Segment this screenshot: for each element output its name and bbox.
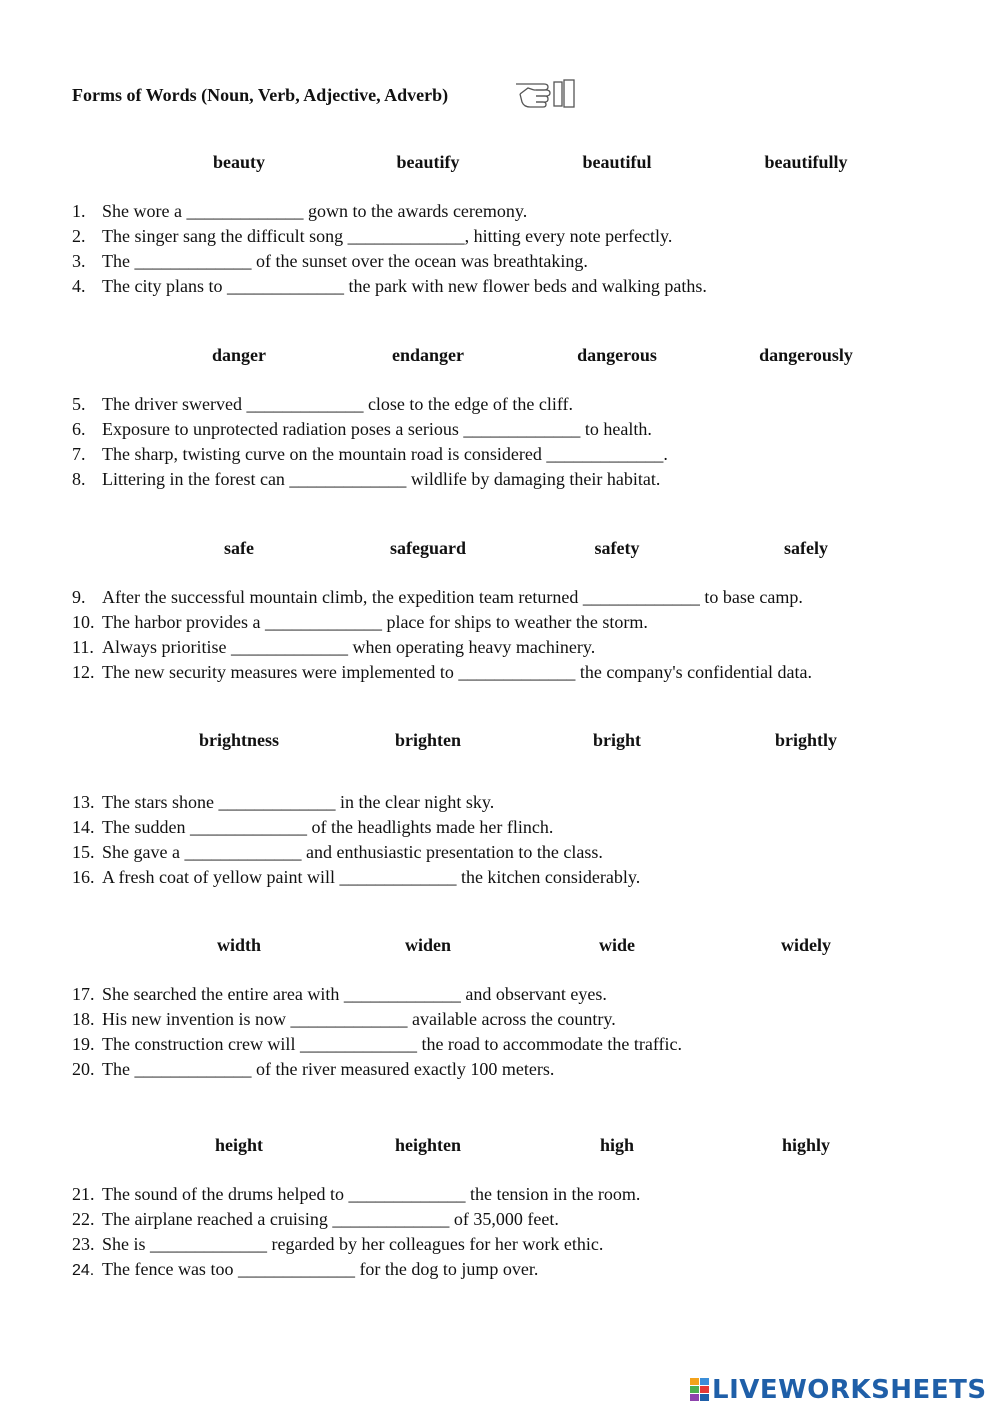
question-22: 22. The airplane reached a cruising _____________ of 35,000 feet. <box>72 1209 559 1229</box>
word-verb: beautify <box>396 152 460 172</box>
question-15: 15. She gave a _____________ and enthusiastic presentation to the class. <box>72 842 603 862</box>
word-adverb: widely <box>780 935 831 955</box>
question-17: 17. She searched the entire area with _____________ and observant eyes. <box>72 984 607 1004</box>
question-14: 14. The sudden _____________ of the headlights made her flinch. <box>72 817 554 837</box>
word-adjective: wide <box>599 935 635 955</box>
word-verb: heighten <box>394 1135 461 1155</box>
question-20: 20. The _____________ of the river measured exactly 100 meters. <box>72 1059 555 1079</box>
word-adjective: beautiful <box>582 152 652 172</box>
word-adverb: beautifully <box>764 152 848 172</box>
word-forms-row-2 <box>0 345 999 369</box>
question-9: 9. After the successful mountain climb, the expedition team returned _____________ to base camp. <box>72 587 803 607</box>
question-10: 10. The harbor provides a _____________ place for ships to weather the storm. <box>72 612 648 632</box>
word-noun: width <box>216 935 261 955</box>
liveworksheets-logo-icon <box>690 1378 710 1402</box>
word-noun: danger <box>212 345 266 365</box>
word-adjective: safe <box>224 538 254 558</box>
word-forms-row-5 <box>0 935 999 959</box>
question-19: 19. The construction crew will _____________ the road to accommodate the traffic. <box>72 1034 682 1054</box>
word-verb: brighten <box>394 730 461 750</box>
question-18: 18. His new invention is now _____________ available across the country. <box>72 1009 616 1029</box>
word-adverb: safely <box>784 538 828 558</box>
word-noun: beauty <box>212 152 265 172</box>
question-24: 24. The fence was too _____________ for the dog to jump over. <box>72 1259 539 1279</box>
word-verb: safeguard <box>390 538 466 558</box>
word-forms-row-3 <box>0 538 999 562</box>
question-5: 5. The driver swerved _____________ close to the edge of the cliff. <box>72 394 574 414</box>
word-adverb: brightly <box>774 730 837 750</box>
pointing-hand-icon <box>514 78 576 108</box>
liveworksheets-brand[interactable] <box>690 1374 990 1406</box>
word-noun: safety <box>594 538 640 558</box>
question-8: 8. Littering in the forest can _____________ wildlife by damaging their habitat. <box>72 469 661 489</box>
question-21: 21. The sound of the drums helped to _____________ the tension in the room. <box>72 1184 641 1204</box>
word-adjective: high <box>599 1135 635 1155</box>
word-forms-row-4 <box>0 730 999 754</box>
word-forms-row-6 <box>0 1135 999 1159</box>
question-11: 11. Always prioritise _____________ when operating heavy machinery. <box>72 637 596 657</box>
question-1: 1. She wore a _____________ gown to the awards ceremony. <box>72 201 528 221</box>
brand-name: LIVEWORKSHEETS <box>712 1375 987 1405</box>
question-16: 16. A fresh coat of yellow paint will _____________ the kitchen considerably. <box>72 867 641 887</box>
word-noun: height <box>214 1135 263 1155</box>
word-noun: brightness <box>198 730 279 750</box>
word-forms-row-1 <box>0 152 999 176</box>
word-adjective: dangerous <box>577 345 657 365</box>
question-4: 4. The city plans to _____________ the park with new flower beds and walking paths. <box>72 276 707 296</box>
word-verb: widen <box>404 935 451 955</box>
question-6: 6. Exposure to unprotected radiation poses a serious _____________ to health. <box>72 419 652 439</box>
question-3: 3. The _____________ of the sunset over the ocean was breathtaking. <box>72 251 588 271</box>
word-adverb: highly <box>781 1135 831 1155</box>
word-verb: endanger <box>392 345 464 365</box>
word-adverb: dangerously <box>759 345 853 365</box>
worksheet-title: Forms of Words (Noun, Verb, Adjective, Adverb) <box>72 85 449 105</box>
question-2: 2. The singer sang the difficult song _____________, hitting every note perfectly. <box>72 226 673 246</box>
question-7: 7. The sharp, twisting curve on the mountain road is considered _____________. <box>72 444 668 464</box>
question-23: 23. She is _____________ regarded by her colleagues for her work ethic. <box>72 1234 604 1254</box>
question-12: 12. The new security measures were implemented to _____________ the company's confidential data. <box>72 662 813 682</box>
word-adjective: bright <box>592 730 641 750</box>
question-13: 13. The stars shone _____________ in the clear night sky. <box>72 792 495 812</box>
